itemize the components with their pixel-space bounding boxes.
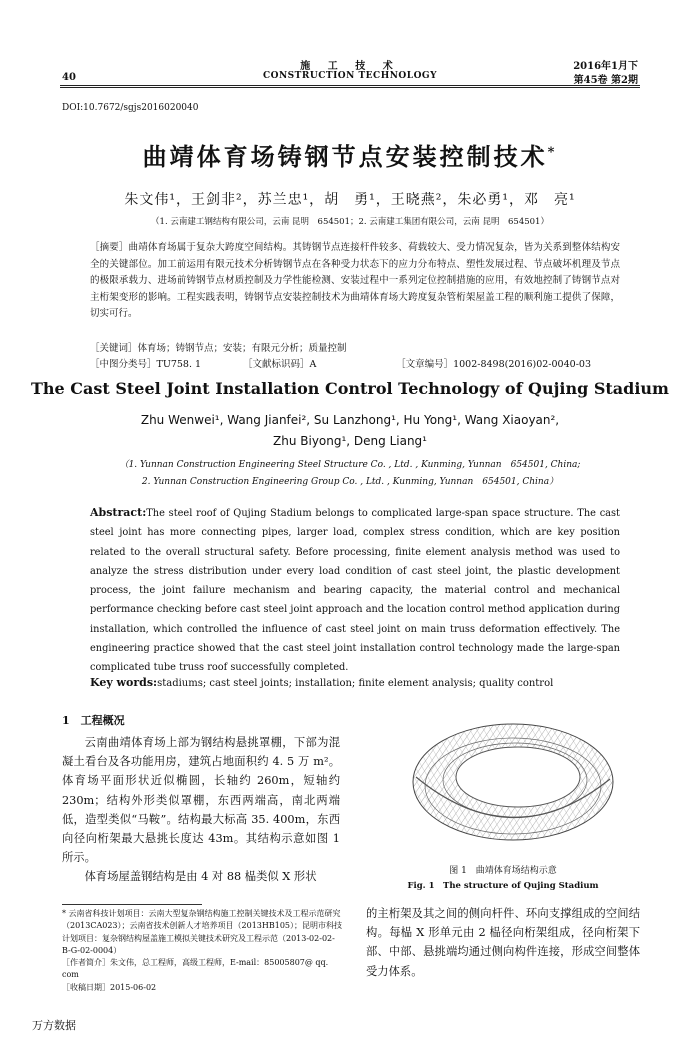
footnote-rule <box>62 904 202 905</box>
abstract-cn: ［摘要］曲靖体育场属于复杂大跨度空间结构。其铸钢节点连接杆件较多、荷载较大、受力情况复杂，皆为关系到整体结构安全的关键部位。加工前运用有限元技术分析铸钢节点在各种受力状态下的应力分布特点、塑性发展过程、节点破坏机理及节点的极限承载力、进场前铸钢节点材质控制及力学性能检测、安装过程中一系列定位控制措施的应用，有效地控制了铸钢节点对主桁架变形的影响。工程实践表明，铸钢节点安装控制技术为曲靖体育场大跨度复杂管桁架屋盖工程的顺利施工提供了保障，切实可行。 <box>90 242 620 319</box>
section-1-heading: 1 工程概况 <box>62 714 125 727</box>
issue-date: 2016年1月下 <box>573 61 638 72</box>
document-code: ［文献标识码］A <box>243 359 317 370</box>
figure-1-stadium-structure <box>408 707 618 857</box>
page-number: 40 <box>62 72 76 83</box>
section-1-body <box>62 733 340 887</box>
abstract-en <box>90 503 620 678</box>
header-rule-thin <box>60 87 640 88</box>
keywords-cn: ［关键词］体育场；铸钢节点；安装；有限元分析；质量控制 <box>90 343 347 354</box>
footnote <box>62 908 342 994</box>
clc-number: ［中图分类号］TU758. 1 <box>90 359 202 370</box>
section-1-paragraph-1: 云南曲靖体育场上部为钢结构悬挑罩棚，下部为混凝土看台及各功能用房，建筑占地面积约 4. 5 万 m²。体育场平面形状近似椭圆，长轴约 260m，短轴约 230m；结构外形类似罩棚，东西两端高，南北两端低，造型类似“马鞍”。结构最大标高 35. 400m，东西向径向桁架最大悬挑长度达 43m。其结构示意如图 1 所示。 <box>62 736 340 865</box>
header-rule <box>60 85 640 86</box>
title-cn <box>0 137 700 172</box>
right-column-text: 的主桁架及其之间的侧向杆件、环向支撑组成的空间结构。每榀 X 形单元由 2 榀径向桁架组成，径向桁架下部、中部、悬挑端均通过侧向构件连接，形成空间整体受力体系。 <box>366 907 640 978</box>
watermark-text: 万方数据 <box>32 1019 76 1032</box>
abstract-en-text: The steel roof of Qujing Stadium belongs to complicated large-span space structure. The cast steel joint has more connecting pipes, larger load, complex stress condition, which are key position related to the overall structural safety. Before processing, finite element analysis method was used to analyze the stress distribution under every load condition of cast steel joint, the plastic development process, the joint failure mechanism and bearing capacity, the material control and mechanical performance checking before cast steel joint approach and the location control method application during installation, which controlled the influence of cast steel joint on main truss deformation effectively. The engineering practice showed that the cast steel joint installation control technology made the large-span complicated tube truss roof successfully completed. <box>90 508 620 674</box>
affiliation-en-1: （1. Yunnan Construction Engineering Steel Structure Co. , Ltd. , Kunming, Yunnan 654501, China; <box>119 460 581 470</box>
keywords-en-label: Key words: <box>90 676 158 689</box>
keywords-en-text: stadiums; cast steel joints; installation; finite element analysis; quality control <box>157 678 554 689</box>
figure-1-caption-en: Fig. 1 The structure of Qujing Stadium <box>407 881 599 891</box>
stadium-ring <box>413 724 613 840</box>
issue-volume: 第45卷 第2期 <box>573 75 638 86</box>
affiliation-en <box>0 457 700 491</box>
article-number: ［文章编号］1002-8498(2016)02-0040-03 <box>396 359 591 370</box>
authors-en <box>0 410 700 452</box>
title-en: The Cast Steel Joint Installation Control Technology of Qujing Stadium <box>31 379 669 398</box>
keywords-en <box>90 676 553 689</box>
section-1-paragraph-2: 体育场屋盖钢结构是由 4 对 88 榀类似 X 形状 <box>84 870 317 884</box>
affiliation-cn: （1. 云南建工钢结构有限公司，云南 昆明 654501；2. 云南建工集团有限公司，云南 昆明 654501） <box>151 217 549 227</box>
authors-cn: 朱文伟¹，王剑非²，苏兰忠¹，胡 勇¹，王晓燕²，朱必勇¹，邓 亮¹ <box>124 192 576 208</box>
abstract-en-label: Abstract: <box>90 506 147 519</box>
authors-en-line1: Zhu Wenwei¹, Wang Jianfei², Su Lanzhong¹, Hu Yong¹, Wang Xiaoyan², <box>140 413 560 427</box>
authors-en-line2: Zhu Biyong¹, Deng Liang¹ <box>273 434 427 448</box>
classification-line <box>90 356 620 370</box>
figure-1-caption-cn: 图 1 曲靖体育场结构示意 <box>449 866 557 876</box>
footnote-fund: * 云南省科技计划项目：云南大型复杂钢结构施工控制关键技术及工程示范研究（2013CA023）；云南省技术创新人才培养项目（2013HB105）；昆明市科技计划项目：复杂钢结构屋盖施工模拟关键技术研究及工程示范（2013-02-02-B-G-02-0004） <box>62 909 343 955</box>
journal-name-cn: 施 工 技 术 <box>300 61 400 72</box>
doi: DOI:10.7672/sgjs2016020040 <box>62 103 199 113</box>
footnote-received: ［收稿日期］2015-06-02 <box>62 982 157 992</box>
title-fund-mark: * <box>547 145 558 160</box>
stadium-roof-illustration <box>408 707 618 857</box>
affiliation-en-2: 2. Yunnan Construction Engineering Group Co. , Ltd. , Kunming, Yunnan 654501, China） <box>141 477 559 487</box>
title-cn-text: 曲靖体育场铸钢节点安装控制技术 <box>142 142 548 171</box>
footnote-author: ［作者简介］朱文伟，总工程师，高级工程师，E-mail：85005807@ qq. com <box>62 958 329 980</box>
journal-name-en: CONSTRUCTION TECHNOLOGY <box>262 71 438 81</box>
